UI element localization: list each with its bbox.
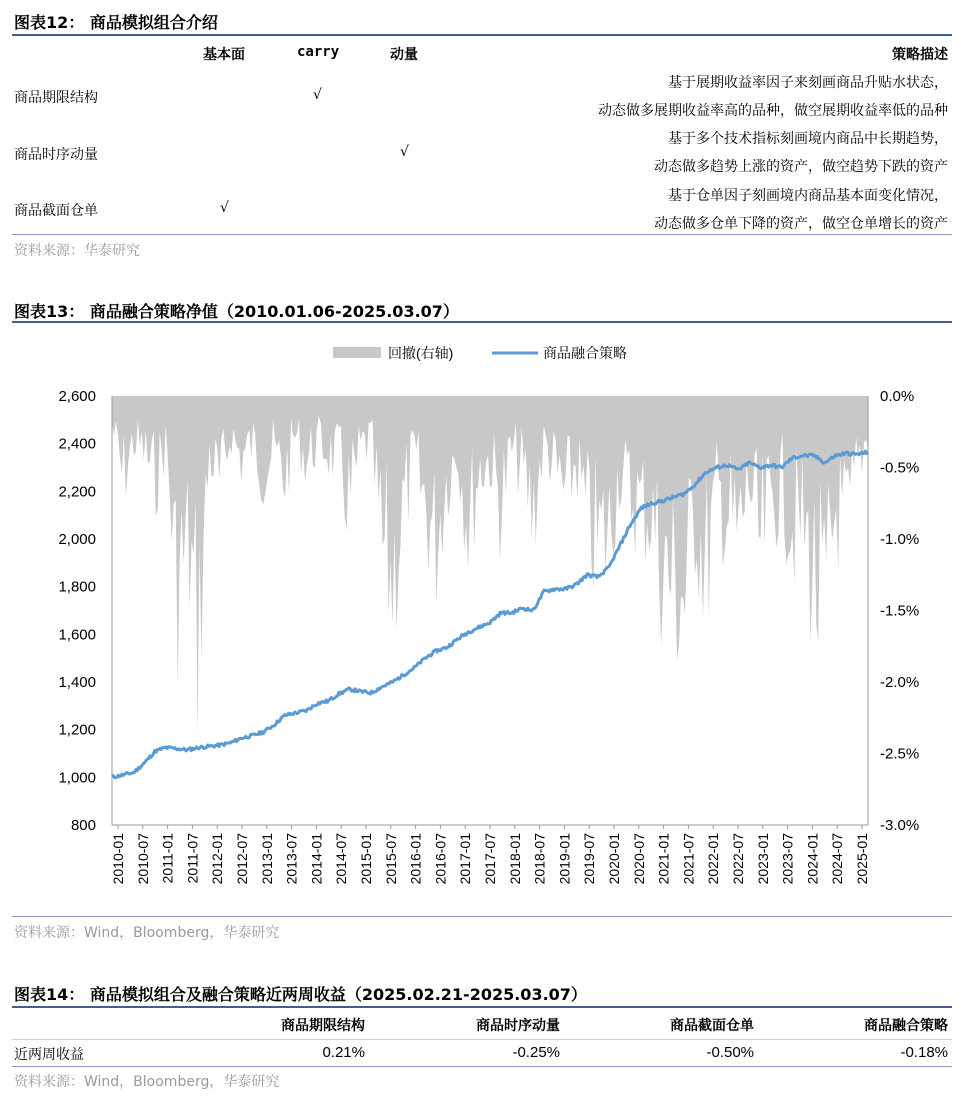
fig12-title: 图表12： 商品模拟组合介绍 xyxy=(14,13,218,32)
fig12-header-carry: carry xyxy=(297,44,340,60)
fig12-row-desc: 基于多个技术指标刻画境内商品中长期趋势， xyxy=(668,131,948,147)
x-tick-label: 2011-07 xyxy=(184,833,201,884)
fig14-top-rule xyxy=(12,1006,952,1008)
fig13-title: 图表13： 商品融合策略净值（2010.01.06-2025.03.07） xyxy=(14,302,459,321)
fig12-check-mark: √ xyxy=(220,200,229,216)
x-tick-label: 2016-01 xyxy=(407,833,424,885)
nav-line xyxy=(112,451,868,778)
fig14-header-combined: 商品融合策略 xyxy=(864,1018,948,1034)
fig12-row-desc: 动态做多展期收益率高的品种，做空展期收益率低的品种 xyxy=(598,103,948,119)
x-tick-label: 2023-07 xyxy=(779,833,796,885)
legend-drawdown-swatch xyxy=(333,347,381,358)
y-left-tick-label: 2,200 xyxy=(58,483,96,501)
fig13-top-rule xyxy=(12,321,952,323)
fig12-row-desc: 基于仓单因子刻画境内商品基本面变化情况， xyxy=(668,188,948,204)
y-left-tick-label: 1,200 xyxy=(58,721,96,739)
nav-line-layer xyxy=(112,451,868,778)
x-tick-label: 2010-01 xyxy=(110,833,126,885)
fig12-bottom-rule xyxy=(12,234,952,235)
x-tick-label: 2021-01 xyxy=(655,833,672,885)
x-tick-label: 2010-07 xyxy=(134,833,151,885)
y-right-tick-label: -0.5% xyxy=(880,459,920,477)
fig14-value-momentum: -0.25% xyxy=(512,1044,560,1061)
fig14-source: 资料来源：Wind，Bloomberg，华泰研究 xyxy=(14,1074,280,1090)
legend-line-label: 商品融合策略 xyxy=(543,345,627,361)
fig14-value-combined: -0.18% xyxy=(900,1044,948,1061)
x-tick-label: 2024-01 xyxy=(804,833,821,885)
x-tick-label: 2019-01 xyxy=(556,833,573,885)
fig12-row-name: 商品期限结构 xyxy=(14,90,98,106)
x-tick-label: 2020-07 xyxy=(630,833,647,885)
y-left-tick-label: 1,800 xyxy=(58,578,96,596)
x-tick-label: 2021-07 xyxy=(680,833,697,885)
x-tick-label: 2011-01 xyxy=(159,833,176,884)
fig14-row-label: 近两周收益 xyxy=(14,1047,84,1063)
fig12-row-desc: 动态做多仓单下降的资产，做空仓单增长的资产 xyxy=(654,216,948,232)
fig12-source: 资料来源：华泰研究 xyxy=(14,243,140,259)
y-right-tick-label: -2.5% xyxy=(880,745,920,763)
chart-legend xyxy=(333,345,627,361)
y-left-tick-label: 2,400 xyxy=(58,435,96,453)
fig12-header-fundamental: 基本面 xyxy=(203,47,245,63)
x-tick-label: 2017-07 xyxy=(482,833,498,885)
fig14-bottom-rule xyxy=(12,1066,952,1067)
fig12-row-desc: 基于展期收益率因子来刻画商品升贴水状态， xyxy=(668,75,948,91)
x-tick-label: 2023-01 xyxy=(754,833,771,885)
y-right-tick-label: -2.0% xyxy=(880,674,920,691)
x-tick-label: 2015-01 xyxy=(358,833,374,885)
fig12-row-name: 商品时序动量 xyxy=(14,147,98,163)
x-tick-label: 2013-07 xyxy=(283,833,300,885)
y-left-tick-label: 1,600 xyxy=(58,626,96,644)
fig14-value-term: 0.21% xyxy=(322,1044,365,1061)
drawdown-area-layer xyxy=(112,396,868,737)
x-tick-label: 2022-01 xyxy=(705,833,722,885)
y-right-tick-label: -3.0% xyxy=(880,817,920,834)
x-tick-label: 2017-01 xyxy=(457,833,474,885)
y-right-tick-label: -1.5% xyxy=(880,602,920,620)
x-tick-label: 2025-01 xyxy=(854,833,870,885)
fig12-row-desc: 动态做多趋势上涨的资产，做空趋势下跌的资产 xyxy=(654,159,948,175)
fig14-header-term: 商品期限结构 xyxy=(281,1018,365,1034)
x-tick-label: 2012-01 xyxy=(209,833,226,885)
fig14-header-rule xyxy=(12,1039,952,1040)
fig12-top-rule xyxy=(12,34,952,36)
fig14-title: 图表14： 商品模拟组合及融合策略近两周收益（2025.02.21-2025.03.07） xyxy=(14,985,587,1004)
fig12-header-description: 策略描述 xyxy=(892,47,948,63)
x-tick-label: 2024-07 xyxy=(829,833,846,885)
x-tick-label: 2014-07 xyxy=(333,833,350,885)
fig12-check-mark: √ xyxy=(313,87,322,103)
y-right-tick-label: 0.0% xyxy=(880,388,915,405)
y-left-tick-label: 1,400 xyxy=(58,674,96,691)
drawdown-area xyxy=(112,396,868,737)
x-tick-label: 2019-07 xyxy=(581,833,598,885)
x-tick-label: 2012-07 xyxy=(234,833,250,885)
y-left-tick-label: 1,000 xyxy=(58,769,96,787)
fig14-header-receipt: 商品截面仓单 xyxy=(670,1018,754,1034)
fig14-header-momentum: 商品时序动量 xyxy=(476,1018,560,1034)
x-tick-label: 2013-01 xyxy=(258,833,275,885)
x-tick-label: 2018-07 xyxy=(531,833,548,885)
legend-drawdown-label: 回撤(右轴) xyxy=(388,345,454,361)
nav-drawdown-chart xyxy=(0,330,964,915)
fig13-bottom-rule xyxy=(12,916,952,917)
x-tick-label: 2014-01 xyxy=(308,833,325,885)
y-left-tick-label: 2,000 xyxy=(58,531,96,548)
fig13-source: 资料来源：Wind，Bloomberg，华泰研究 xyxy=(14,925,280,941)
x-tick-label: 2015-07 xyxy=(382,833,399,885)
y-left-tick-label: 800 xyxy=(70,817,96,834)
x-tick-label: 2016-07 xyxy=(432,833,449,885)
x-tick-label: 2020-01 xyxy=(606,833,622,885)
y-right-tick-label: -1.0% xyxy=(880,531,920,548)
fig12-header-momentum: 动量 xyxy=(390,47,418,63)
y-left-tick-label: 2,600 xyxy=(58,388,96,405)
fig12-check-mark: √ xyxy=(400,144,409,160)
x-tick-label: 2022-07 xyxy=(730,833,746,885)
fig12-row-name: 商品截面仓单 xyxy=(14,203,98,219)
fig14-value-receipt: -0.50% xyxy=(706,1044,754,1061)
x-tick-label: 2018-01 xyxy=(506,833,523,885)
